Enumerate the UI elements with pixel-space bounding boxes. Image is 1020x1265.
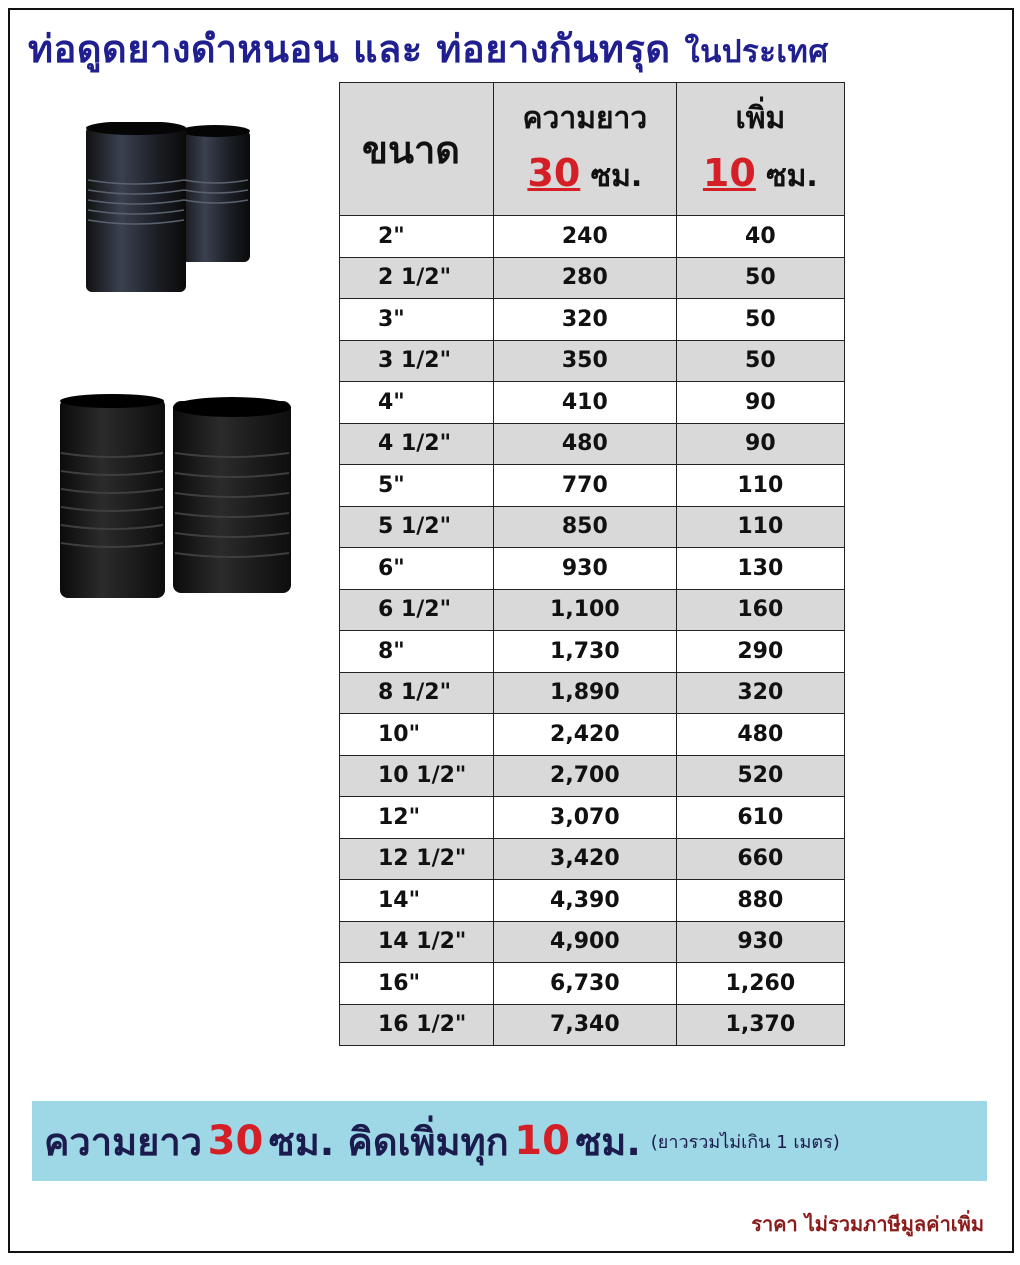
table-row — [340, 423, 845, 465]
header-length-value: 30 — [527, 150, 581, 195]
banner-text-2: ซม. คิดเพิ่มทุก — [268, 1119, 509, 1164]
row-add-10cm: 880 — [676, 880, 844, 922]
table-header-row — [340, 83, 845, 216]
row-size: 14" — [340, 880, 494, 922]
row-add-10cm: 480 — [676, 714, 844, 756]
row-size: 4 1/2" — [340, 423, 494, 465]
table-row — [340, 921, 845, 963]
row-size: 8" — [340, 631, 494, 673]
row-size: 5 1/2" — [340, 506, 494, 548]
row-size: 3" — [340, 299, 494, 341]
row-price-30cm: 2,420 — [494, 714, 677, 756]
row-price-30cm: 410 — [494, 382, 677, 424]
vat-footnote: ราคา ไม่รวมภาษีมูลค่าเพิ่ม — [751, 1212, 984, 1236]
row-size: 12" — [340, 797, 494, 839]
table-row — [340, 299, 845, 341]
header-extra-value: 10 — [702, 150, 756, 195]
row-add-10cm: 610 — [676, 797, 844, 839]
table-row — [340, 465, 845, 507]
row-price-30cm: 770 — [494, 465, 677, 507]
header-length-unit: ซม. — [590, 158, 643, 194]
table-row — [340, 340, 845, 382]
table-row — [340, 672, 845, 714]
row-price-30cm: 1,730 — [494, 631, 677, 673]
banner-text-3: ซม. — [575, 1119, 641, 1164]
row-size: 6 1/2" — [340, 589, 494, 631]
title-main: ท่อดูดยางดำหนอน และ ท่อยางกันทรุด — [28, 27, 671, 71]
row-price-30cm: 6,730 — [494, 963, 677, 1005]
row-add-10cm: 320 — [676, 672, 844, 714]
table-row — [340, 589, 845, 631]
row-price-30cm: 350 — [494, 340, 677, 382]
row-size: 6" — [340, 548, 494, 590]
row-price-30cm: 1,100 — [494, 589, 677, 631]
row-add-10cm: 1,260 — [676, 963, 844, 1005]
row-add-10cm: 50 — [676, 299, 844, 341]
table-row — [340, 548, 845, 590]
row-add-10cm: 50 — [676, 340, 844, 382]
row-add-10cm: 90 — [676, 382, 844, 424]
page-title — [28, 18, 829, 79]
product-photo-anti-settle-hose — [55, 393, 300, 603]
table-row — [340, 382, 845, 424]
row-add-10cm: 160 — [676, 589, 844, 631]
header-extra — [676, 83, 844, 216]
pricing-note-banner — [32, 1101, 987, 1181]
row-price-30cm: 280 — [494, 257, 677, 299]
banner-number-1: 30 — [207, 1118, 264, 1164]
header-length — [494, 83, 677, 216]
header-extra-label: เพิ่ม — [735, 100, 786, 136]
row-price-30cm: 7,340 — [494, 1004, 677, 1046]
price-table — [339, 82, 845, 1046]
row-price-30cm: 850 — [494, 506, 677, 548]
row-size: 5" — [340, 465, 494, 507]
row-size: 8 1/2" — [340, 672, 494, 714]
row-add-10cm: 520 — [676, 755, 844, 797]
row-add-10cm: 40 — [676, 216, 844, 258]
row-size: 12 1/2" — [340, 838, 494, 880]
table-row — [340, 880, 845, 922]
row-add-10cm: 1,370 — [676, 1004, 844, 1046]
row-price-30cm: 930 — [494, 548, 677, 590]
price-table-body — [340, 216, 845, 1046]
row-size: 16" — [340, 963, 494, 1005]
row-price-30cm: 480 — [494, 423, 677, 465]
table-row — [340, 506, 845, 548]
row-add-10cm: 290 — [676, 631, 844, 673]
row-price-30cm: 3,420 — [494, 838, 677, 880]
table-row — [340, 257, 845, 299]
banner-text-1: ความยาว — [44, 1119, 203, 1164]
row-price-30cm: 3,070 — [494, 797, 677, 839]
row-size: 10 1/2" — [340, 755, 494, 797]
row-add-10cm: 130 — [676, 548, 844, 590]
row-add-10cm: 930 — [676, 921, 844, 963]
row-add-10cm: 50 — [676, 257, 844, 299]
table-row — [340, 755, 845, 797]
row-price-30cm: 320 — [494, 299, 677, 341]
row-size: 10" — [340, 714, 494, 756]
header-size: ขนาด — [340, 83, 494, 216]
table-row — [340, 631, 845, 673]
header-extra-unit: ซม. — [766, 158, 818, 194]
table-row — [340, 963, 845, 1005]
table-row — [340, 216, 845, 258]
banner-note: (ยาวรวมไม่เกิน 1 เมตร) — [650, 1131, 840, 1153]
row-size: 16 1/2" — [340, 1004, 494, 1046]
row-price-30cm: 2,700 — [494, 755, 677, 797]
table-row — [340, 797, 845, 839]
banner-number-2: 10 — [514, 1118, 570, 1164]
title-suffix: ในประเทศ — [684, 34, 829, 70]
row-add-10cm: 110 — [676, 465, 844, 507]
row-size: 2" — [340, 216, 494, 258]
row-add-10cm: 90 — [676, 423, 844, 465]
row-price-30cm: 4,390 — [494, 880, 677, 922]
table-row — [340, 1004, 845, 1046]
row-size: 14 1/2" — [340, 921, 494, 963]
row-add-10cm: 110 — [676, 506, 844, 548]
row-price-30cm: 4,900 — [494, 921, 677, 963]
product-photo-suction-hose — [80, 122, 255, 297]
row-price-30cm: 1,890 — [494, 672, 677, 714]
header-length-label: ความยาว — [522, 100, 648, 136]
row-price-30cm: 240 — [494, 216, 677, 258]
row-size: 4" — [340, 382, 494, 424]
row-add-10cm: 660 — [676, 838, 844, 880]
row-size: 3 1/2" — [340, 340, 494, 382]
table-row — [340, 838, 845, 880]
row-size: 2 1/2" — [340, 257, 494, 299]
table-row — [340, 714, 845, 756]
